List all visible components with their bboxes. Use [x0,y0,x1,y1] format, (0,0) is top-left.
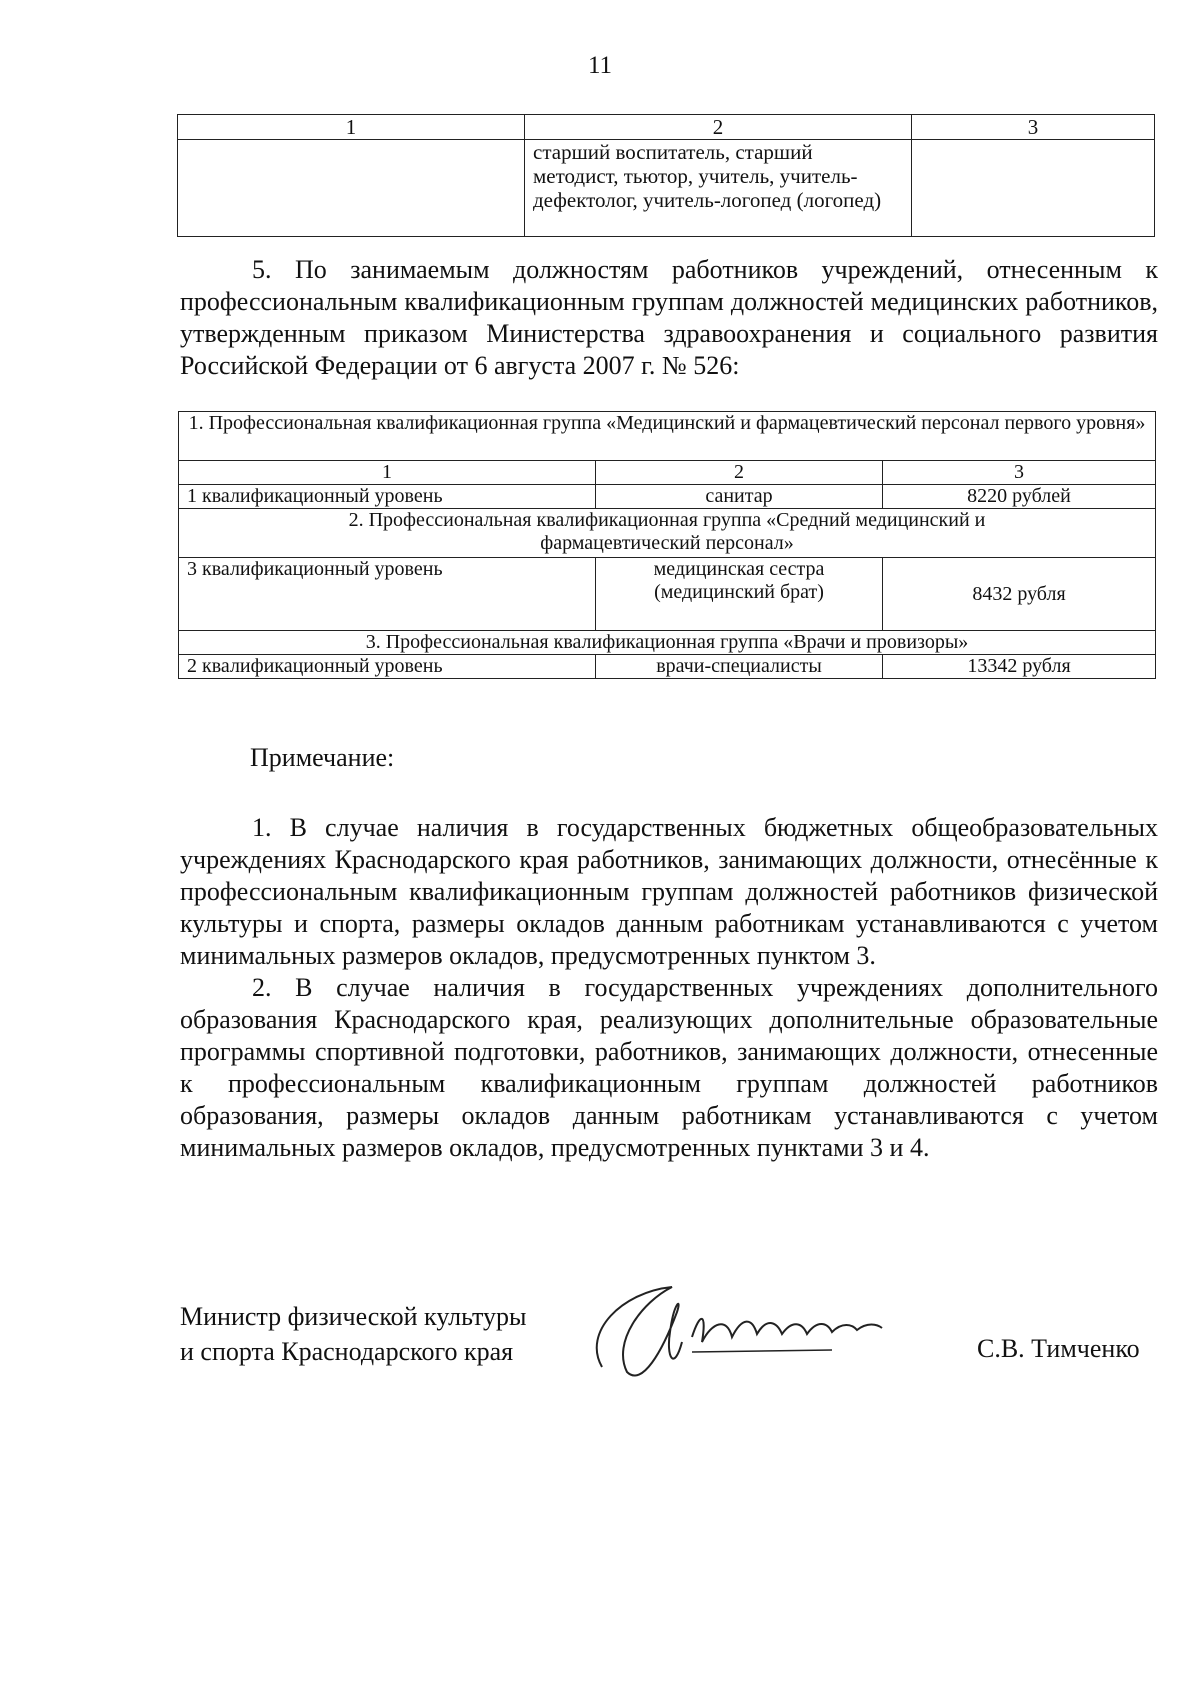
table-cell [912,140,1155,237]
group-title-2: 2. Профессиональная квалификационная группа «Средний медицинский и фармацевтический персонал» [179,509,1156,558]
table-cell: 2 квалификационный уровень [179,655,596,679]
table-header-cell: 2 [525,115,912,140]
table-cell: 8432 рубля [883,558,1156,631]
group-title-1: 1. Профессиональная квалификационная группа «Медицинский и фармацевтический персонал первого уровня» [179,412,1156,461]
signatory-title [180,1299,527,1369]
table-cell: 13342 рубля [883,655,1156,679]
group-title-3: 3. Профессиональная квалификационная группа «Врачи и провизоры» [179,631,1156,655]
table-cell: старший воспитатель, старший методист, тьютор, учитель, учитель-дефектолог, учитель-логопед (логопед) [525,140,912,237]
signatory-name: С.В. Тимченко [977,1334,1140,1363]
table-header-cell: 1 [178,115,525,140]
table-row [178,140,1155,237]
table-header-cell: 2 [596,461,883,485]
page-number: 11 [587,52,613,79]
group-title-row [179,509,1156,558]
table-cell: врачи-специалисты [596,655,883,679]
positions-table-continuation [177,114,1155,237]
table-header-cell: 1 [179,461,596,485]
group-title-row [179,412,1156,461]
medical-salary-table [178,411,1156,679]
notes [180,812,1158,1164]
table-cell: медицинская сестра (медицинский брат) [596,558,883,631]
table-row [179,485,1156,509]
table-cell [178,140,525,237]
table-header-row [179,461,1156,485]
table-row [179,558,1156,631]
table-row [179,655,1156,679]
note-2: 2. В случае наличия в государственных учреждениях дополнительного образования Краснодарского края, реализующих дополнительные образовательные программы спортивной подготовки, работников, занимающих должности, отнесенные к профессиональным квалификационным группам должностей работников образования, размеры окладов данным работникам устанавливаются с учетом минимальных размеров окладов, предусмотренных пунктами 3 и 4. [180,973,1158,1162]
paragraph-5-text: 5. По занимаемым должностям работников учреждений, отнесенным к профессиональным квалификационным группам должностей медицинских работников, утвержденным приказом Министерства здравоохранения и социального развития Российской Федерации от 6 августа 2007 г. № 526: [180,255,1158,380]
signatory-title-line-1: Министр физической культуры [180,1302,527,1331]
signatory-title-line-2: и спорта Краснодарского края [180,1337,514,1366]
table-header-cell: 3 [883,461,1156,485]
table-cell: 3 квалификационный уровень [179,558,596,631]
note-heading: Примечание: [250,743,395,772]
group-title-row [179,631,1156,655]
note-1: 1. В случае наличия в государственных бюджетных общеобразовательных учреждениях Краснодарского края работников, занимающих должности, отнесённые к профессиональным квалификационным группам должностей работников физической культуры и спорта, размеры окладов данным работникам устанавливаются с учетом минимальных размеров окладов, предусмотренных пунктом 3. [180,813,1158,970]
paragraph-5 [180,254,1158,382]
table-cell: 1 квалификационный уровень [179,485,596,509]
table-cell: 8220 рублей [883,485,1156,509]
handwritten-signature [582,1272,912,1392]
table-header-row [178,115,1155,140]
table-cell: санитар [596,485,883,509]
table-header-cell: 3 [912,115,1155,140]
